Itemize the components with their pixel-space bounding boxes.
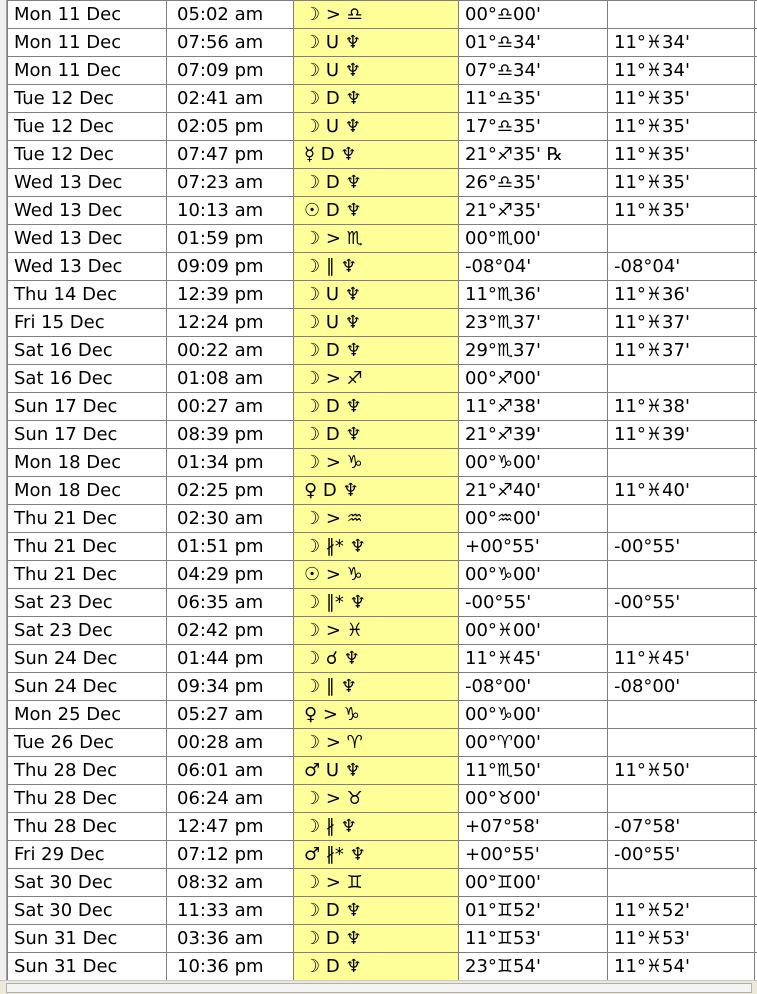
table-row[interactable]	[8, 169, 757, 197]
position2-cell: -08°00'	[608, 673, 755, 701]
table-row[interactable]	[8, 589, 757, 617]
aspect-cell: ☽ > ♊	[294, 869, 459, 897]
date-cell: Thu 21 Dec	[8, 561, 167, 589]
position2-cell: 11°♓38'	[608, 393, 755, 421]
aspect-cell: ☽ D ♆	[294, 421, 459, 449]
position-cell: 23°♏37'	[459, 309, 608, 337]
aspect-cell: ☽ ∥ ♆	[294, 673, 459, 701]
time-cell: 06:24 am	[167, 785, 294, 813]
position2-cell: 11°♓35'	[608, 169, 755, 197]
aspect-cell: ♀ > ♑	[294, 701, 459, 729]
table-row[interactable]	[8, 757, 757, 785]
table-row[interactable]	[8, 477, 757, 505]
position2-cell: 11°♓50'	[608, 757, 755, 785]
aspect-cell: ☽ U ♆	[294, 113, 459, 141]
position2-cell	[608, 225, 755, 253]
position-cell: 23°♊54'	[459, 953, 608, 981]
table-row[interactable]	[8, 197, 757, 225]
position-cell: 21°♐35' ℞	[459, 141, 608, 169]
position2-cell	[608, 729, 755, 757]
aspect-cell: ☿ D ♆	[294, 141, 459, 169]
table-row[interactable]	[8, 113, 757, 141]
time-cell: 01:08 am	[167, 365, 294, 393]
table-row[interactable]	[8, 729, 757, 757]
date-cell: Sun 17 Dec	[8, 421, 167, 449]
table-row[interactable]	[8, 701, 757, 729]
date-cell: Wed 13 Dec	[8, 169, 167, 197]
time-cell: 11:33 am	[167, 897, 294, 925]
position-cell: 11°♐38'	[459, 393, 608, 421]
aspect-cell: ☽ ☌ ♆	[294, 645, 459, 673]
date-cell: Thu 28 Dec	[8, 813, 167, 841]
time-cell: 01:34 pm	[167, 449, 294, 477]
date-cell: Thu 28 Dec	[8, 785, 167, 813]
position-cell: 00°♏00'	[459, 225, 608, 253]
time-cell: 01:59 pm	[167, 225, 294, 253]
time-cell: 02:05 pm	[167, 113, 294, 141]
table-row[interactable]	[8, 365, 757, 393]
aspect-cell: ☽ > ♓	[294, 617, 459, 645]
table-row[interactable]	[8, 645, 757, 673]
aspect-cell: ☽ > ♎	[294, 1, 459, 29]
aspect-table-body	[8, 1, 757, 981]
position-cell: 07°♎34'	[459, 57, 608, 85]
date-cell: Thu 21 Dec	[8, 533, 167, 561]
position-cell: +00°55'	[459, 533, 608, 561]
aspect-cell: ☽ ∥* ♆	[294, 589, 459, 617]
position2-cell: -00°55'	[608, 589, 755, 617]
date-cell: Sun 17 Dec	[8, 393, 167, 421]
aspect-cell: ☽ > ♏	[294, 225, 459, 253]
aspect-cell: ☽ D ♆	[294, 169, 459, 197]
position-cell: 17°♎35'	[459, 113, 608, 141]
aspect-cell: ☽ D ♆	[294, 925, 459, 953]
position2-cell: 11°♓34'	[608, 29, 755, 57]
date-cell: Fri 15 Dec	[8, 309, 167, 337]
table-row[interactable]	[8, 57, 757, 85]
position-cell: 21°♐39'	[459, 421, 608, 449]
table-row[interactable]	[8, 393, 757, 421]
date-cell: Mon 11 Dec	[8, 29, 167, 57]
position2-cell: 11°♓54'	[608, 953, 755, 981]
position-cell: -00°55'	[459, 589, 608, 617]
time-cell: 00:27 am	[167, 393, 294, 421]
table-row[interactable]	[8, 617, 757, 645]
date-cell: Mon 18 Dec	[8, 449, 167, 477]
time-cell: 05:27 am	[167, 701, 294, 729]
table-row[interactable]	[8, 309, 757, 337]
time-cell: 09:09 pm	[167, 253, 294, 281]
position2-cell: -07°58'	[608, 813, 755, 841]
position-cell: 21°♐35'	[459, 197, 608, 225]
time-cell: 00:28 am	[167, 729, 294, 757]
table-row[interactable]	[8, 813, 757, 841]
aspect-table	[7, 0, 757, 981]
time-cell: 07:47 pm	[167, 141, 294, 169]
date-cell: Wed 13 Dec	[8, 225, 167, 253]
position2-cell	[608, 561, 755, 589]
position-cell: 00°♎00'	[459, 1, 608, 29]
date-cell: Wed 13 Dec	[8, 253, 167, 281]
time-cell: 12:47 pm	[167, 813, 294, 841]
position2-cell: 11°♓36'	[608, 281, 755, 309]
time-cell: 02:41 am	[167, 85, 294, 113]
time-cell: 06:35 am	[167, 589, 294, 617]
date-cell: Tue 12 Dec	[8, 113, 167, 141]
table-row[interactable]	[8, 785, 757, 813]
table-row[interactable]	[8, 561, 757, 589]
position-cell: 01°♎34'	[459, 29, 608, 57]
date-cell: Mon 18 Dec	[8, 477, 167, 505]
position-cell: 00°♐00'	[459, 365, 608, 393]
position-cell: 00°♑00'	[459, 561, 608, 589]
position2-cell: -00°55'	[608, 533, 755, 561]
position-cell: 11°♎35'	[459, 85, 608, 113]
table-row[interactable]	[8, 897, 757, 925]
date-cell: Mon 11 Dec	[8, 57, 167, 85]
position-cell: 26°♎35'	[459, 169, 608, 197]
position2-cell	[608, 785, 755, 813]
date-cell: Thu 28 Dec	[8, 757, 167, 785]
time-cell: 05:02 am	[167, 1, 294, 29]
position2-cell	[608, 617, 755, 645]
table-row[interactable]	[8, 869, 757, 897]
table-row[interactable]	[8, 253, 757, 281]
aspect-cell: ☽ U ♆	[294, 29, 459, 57]
aspect-cell: ☽ ∥ ♆	[294, 253, 459, 281]
position-cell: 00°♓00'	[459, 617, 608, 645]
position2-cell: 11°♓35'	[608, 85, 755, 113]
table-row[interactable]	[8, 533, 757, 561]
date-cell: Wed 13 Dec	[8, 197, 167, 225]
date-cell: Sun 24 Dec	[8, 645, 167, 673]
table-row[interactable]	[8, 141, 757, 169]
date-cell: Sat 23 Dec	[8, 589, 167, 617]
aspect-cell: ♂ ∦* ♆	[294, 841, 459, 869]
position-cell: 11°♓45'	[459, 645, 608, 673]
position-cell: 11°♏50'	[459, 757, 608, 785]
position2-cell: 11°♓45'	[608, 645, 755, 673]
time-cell: 06:01 am	[167, 757, 294, 785]
time-cell: 10:36 pm	[167, 953, 294, 981]
position2-cell: 11°♓52'	[608, 897, 755, 925]
aspect-cell: ☽ D ♆	[294, 337, 459, 365]
time-cell: 12:39 pm	[167, 281, 294, 309]
table-row[interactable]	[8, 1, 757, 29]
table-row[interactable]	[8, 505, 757, 533]
position2-cell: 11°♓35'	[608, 113, 755, 141]
aspect-cell: ☉ > ♑	[294, 561, 459, 589]
position-cell: -08°04'	[459, 253, 608, 281]
aspect-cell: ♂ U ♆	[294, 757, 459, 785]
time-cell: 00:22 am	[167, 337, 294, 365]
aspect-cell: ☽ U ♆	[294, 309, 459, 337]
position-cell: 01°♊52'	[459, 897, 608, 925]
position-cell: 00°♑00'	[459, 449, 608, 477]
table-row[interactable]	[8, 337, 757, 365]
aspect-cell: ☽ D ♆	[294, 953, 459, 981]
date-cell: Sun 31 Dec	[8, 925, 167, 953]
time-cell: 08:39 pm	[167, 421, 294, 449]
position-cell: 00°♑00'	[459, 701, 608, 729]
time-cell: 07:56 am	[167, 29, 294, 57]
date-cell: Sat 23 Dec	[8, 617, 167, 645]
position2-cell: 11°♓35'	[608, 141, 755, 169]
date-cell: Tue 12 Dec	[8, 85, 167, 113]
time-cell: 07:23 am	[167, 169, 294, 197]
date-cell: Tue 26 Dec	[8, 729, 167, 757]
table-row[interactable]	[8, 953, 757, 981]
aspect-cell: ☽ D ♆	[294, 85, 459, 113]
time-cell: 02:25 pm	[167, 477, 294, 505]
position2-cell	[608, 869, 755, 897]
aspect-cell: ☉ D ♆	[294, 197, 459, 225]
table-row[interactable]	[8, 29, 757, 57]
time-cell: 09:34 pm	[167, 673, 294, 701]
time-cell: 01:44 pm	[167, 645, 294, 673]
date-cell: Sun 31 Dec	[8, 953, 167, 981]
position-cell: 11°♏36'	[459, 281, 608, 309]
aspect-cell: ☽ > ♈	[294, 729, 459, 757]
position2-cell: 11°♓34'	[608, 57, 755, 85]
position-cell: +00°55'	[459, 841, 608, 869]
position2-cell: -00°55'	[608, 841, 755, 869]
time-cell: 08:32 am	[167, 869, 294, 897]
position-cell: 00°♉00'	[459, 785, 608, 813]
aspect-cell: ♀ D ♆	[294, 477, 459, 505]
position2-cell	[608, 449, 755, 477]
aspect-cell: ☽ ∦ ♆	[294, 813, 459, 841]
table-row[interactable]	[8, 841, 757, 869]
position2-cell	[608, 505, 755, 533]
scrollbar-track[interactable]	[6, 983, 752, 993]
time-cell: 02:30 am	[167, 505, 294, 533]
aspect-cell: ☽ U ♆	[294, 281, 459, 309]
position-cell: +07°58'	[459, 813, 608, 841]
aspect-cell: ☽ > ♒	[294, 505, 459, 533]
time-cell: 07:12 pm	[167, 841, 294, 869]
position-cell: 11°♊53'	[459, 925, 608, 953]
position-cell: 00°♒00'	[459, 505, 608, 533]
position2-cell	[608, 1, 755, 29]
time-cell: 04:29 pm	[167, 561, 294, 589]
position-cell: 00°♊00'	[459, 869, 608, 897]
date-cell: Mon 11 Dec	[8, 1, 167, 29]
position2-cell	[608, 365, 755, 393]
position2-cell: 11°♓39'	[608, 421, 755, 449]
horizontal-scrollbar[interactable]	[0, 980, 757, 994]
date-cell: Sat 16 Dec	[8, 337, 167, 365]
position2-cell: 11°♓37'	[608, 309, 755, 337]
aspect-cell: ☽ > ♉	[294, 785, 459, 813]
date-cell: Sat 16 Dec	[8, 365, 167, 393]
aspect-cell: ☽ U ♆	[294, 57, 459, 85]
table-row[interactable]	[8, 281, 757, 309]
position-cell: -08°00'	[459, 673, 608, 701]
aspect-cell: ☽ > ♐	[294, 365, 459, 393]
aspect-cell: ☽ ∦* ♆	[294, 533, 459, 561]
table-row[interactable]	[8, 925, 757, 953]
table-row[interactable]	[8, 673, 757, 701]
position-cell: 21°♐40'	[459, 477, 608, 505]
position2-cell: -08°04'	[608, 253, 755, 281]
position-cell: 29°♏37'	[459, 337, 608, 365]
time-cell: 03:36 am	[167, 925, 294, 953]
position2-cell: 11°♓40'	[608, 477, 755, 505]
position2-cell: 11°♓53'	[608, 925, 755, 953]
time-cell: 02:42 pm	[167, 617, 294, 645]
aspect-cell: ☽ > ♑	[294, 449, 459, 477]
position2-cell	[608, 701, 755, 729]
date-cell: Tue 12 Dec	[8, 141, 167, 169]
date-cell: Sat 30 Dec	[8, 869, 167, 897]
left-frame	[0, 0, 7, 981]
date-cell: Sun 24 Dec	[8, 673, 167, 701]
time-cell: 12:24 pm	[167, 309, 294, 337]
date-cell: Fri 29 Dec	[8, 841, 167, 869]
time-cell: 01:51 pm	[167, 533, 294, 561]
date-cell: Sat 30 Dec	[8, 897, 167, 925]
time-cell: 07:09 pm	[167, 57, 294, 85]
position2-cell: 11°♓37'	[608, 337, 755, 365]
date-cell: Mon 25 Dec	[8, 701, 167, 729]
table-row[interactable]	[8, 85, 757, 113]
time-cell: 10:13 am	[167, 197, 294, 225]
table-row[interactable]	[8, 449, 757, 477]
date-cell: Thu 14 Dec	[8, 281, 167, 309]
table-row[interactable]	[8, 225, 757, 253]
table-row[interactable]	[8, 421, 757, 449]
aspect-cell: ☽ D ♆	[294, 393, 459, 421]
aspect-cell: ☽ D ♆	[294, 897, 459, 925]
position2-cell: 11°♓35'	[608, 197, 755, 225]
date-cell: Thu 21 Dec	[8, 505, 167, 533]
position-cell: 00°♈00'	[459, 729, 608, 757]
